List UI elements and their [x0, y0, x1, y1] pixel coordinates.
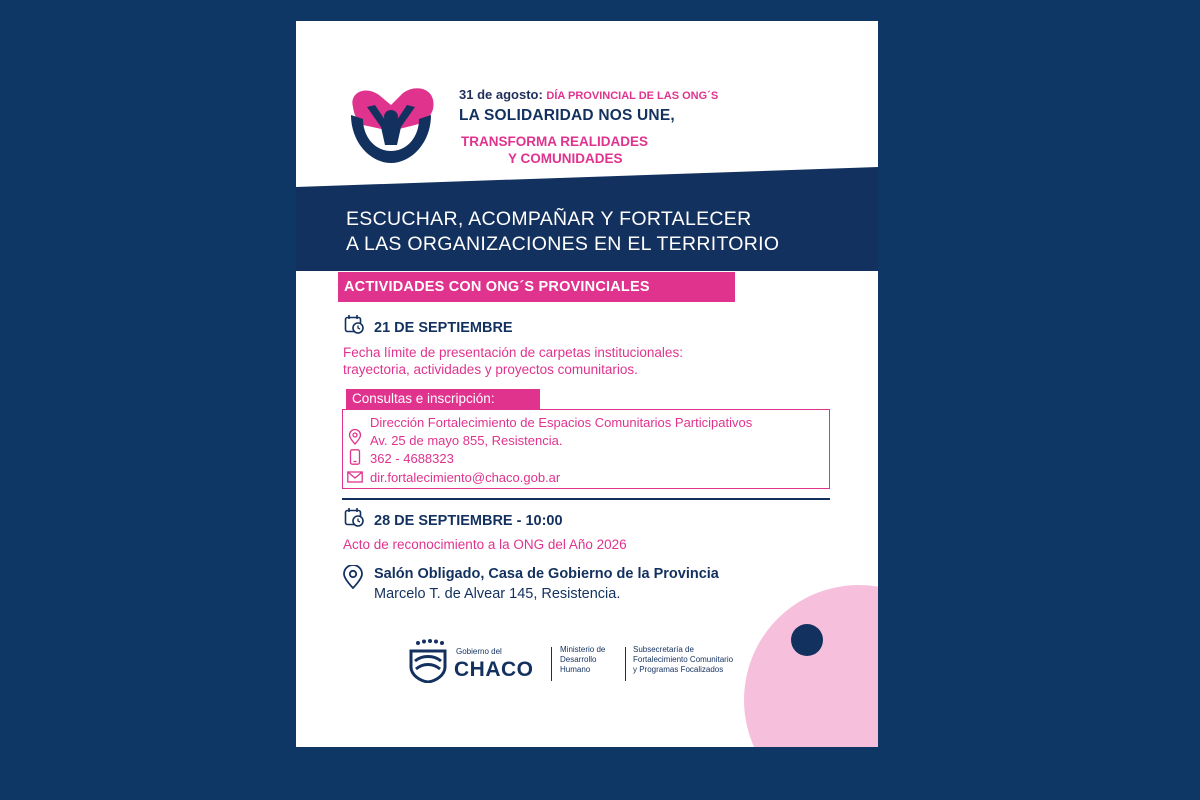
phone-icon — [347, 449, 363, 465]
event2-place: Salón Obligado, Casa de Gobierno de la Provincia — [374, 566, 719, 582]
header-text — [459, 87, 718, 166]
contact-tab: Consultas e inscripción: — [346, 389, 540, 409]
contact-phone: 362 - 4688323 — [370, 451, 454, 466]
footer-sub-line3: y Programas Focalizados — [633, 665, 724, 674]
heart-logo-icon — [345, 85, 437, 167]
footer-separator — [625, 647, 626, 681]
calendar-clock-icon — [344, 314, 364, 334]
header-date-highlight: DÍA PROVINCIAL DE LAS ONG´S — [546, 90, 719, 102]
footer-ministry-line1: Ministerio de — [560, 645, 606, 654]
event2-description: Acto de reconocimiento a la ONG del Año 2026 — [343, 537, 627, 552]
footer-subsecretary — [633, 645, 733, 675]
header-date — [459, 87, 718, 102]
footer-sub-line1: Subsecretaría de — [633, 645, 694, 654]
location-pin-icon — [342, 565, 364, 589]
event2-date: 28 DE SEPTIEMBRE - 10:00 — [374, 513, 563, 529]
chaco-government-emblem-icon — [408, 639, 448, 683]
event2-address: Marcelo T. de Alvear 145, Resistencia. — [374, 586, 621, 602]
header-slogan-line3: Y COMUNIDADES — [508, 151, 623, 166]
band-title — [346, 207, 779, 257]
section-divider — [342, 498, 830, 500]
footer-ministry-line3: Humano — [560, 665, 591, 674]
header-slogan-line1: LA SOLIDARIDAD NOS UNE, — [459, 107, 675, 124]
header-slogan-line2: TRANSFORMA REALIDADES — [461, 134, 648, 149]
flyer-poster — [296, 21, 878, 747]
footer-ministry — [560, 645, 605, 675]
header-date-prefix: 31 de agosto: — [459, 87, 543, 102]
location-pin-icon — [347, 429, 363, 445]
footer-separator — [551, 647, 552, 681]
decorative-navy-dot — [791, 624, 823, 656]
band-title-line2: A LAS ORGANIZACIONES EN EL TERRITORIO — [346, 233, 780, 255]
activities-title: ACTIVIDADES CON ONG´S PROVINCIALES — [338, 272, 735, 302]
contact-email[interactable]: dir.fortalecimiento@chaco.gob.ar — [370, 470, 561, 485]
event1-date: 21 DE SEPTIEMBRE — [374, 320, 513, 336]
footer-gov-small: Gobierno del — [456, 647, 502, 656]
email-envelope-icon — [347, 469, 363, 485]
event1-description-line2: trayectoria, actividades y proyectos comunitarios. — [343, 362, 638, 377]
band-title-line1: ESCUCHAR, ACOMPAÑAR Y FORTALECER — [346, 208, 752, 230]
event1-description-line1: Fecha límite de presentación de carpetas institucionales: — [343, 345, 683, 360]
footer-sub-line2: Fortalecimiento Comunitario — [633, 655, 734, 664]
calendar-clock-icon — [344, 507, 364, 527]
contact-organization: Dirección Fortalecimiento de Espacios Comunitarios Participativos — [370, 415, 753, 430]
footer-gov-chaco: CHACO — [454, 658, 534, 681]
contact-address: Av. 25 de mayo 855, Resistencia. — [370, 433, 563, 448]
footer-ministry-line2: Desarrollo — [560, 655, 597, 664]
